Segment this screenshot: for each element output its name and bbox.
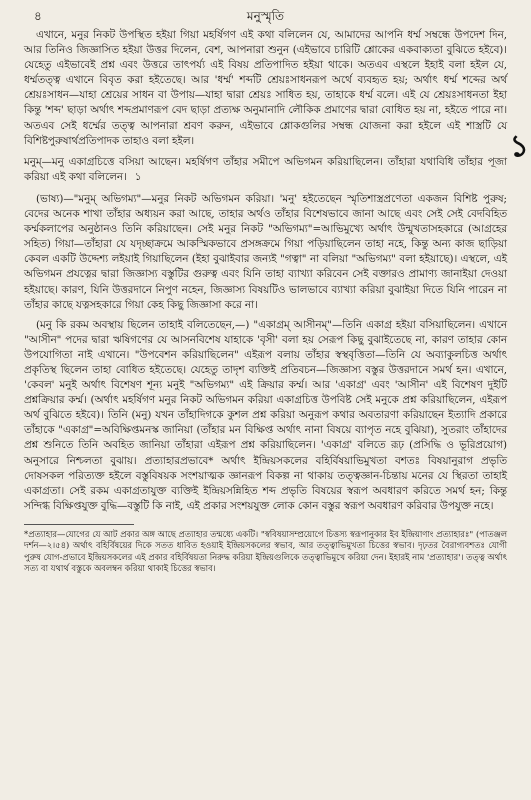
verse-number: ১	[134, 170, 142, 183]
footnote-divider	[24, 524, 134, 525]
verse-text: মনুম্—মনু একাগ্রচিত্তে বসিয়া আছেন। মহর্ষিগণ তাঁহার সমীপে অভিগমন করিয়াছিলেন। তাঁহারা যথাবিধি তাঁহার পূজা করিয়া এই কথা বলিলেন।	[24, 155, 507, 183]
margin-marker: ১	[509, 129, 529, 164]
paragraph-commentary-2: (মনু কি রকম অবস্থায় ছিলেন তাহাই বলিতেছেন,—) "একাগ্রম্ আসীনম্"—তিনি একাগ্র হইয়া বসিয়াছিলেন। এখানে "আসীন" পদের দ্বারা ঋষিগণের যে আসনবিশেষ যাহাকে 'বৃসী' বলা হয় সেরূপ কিছু বুঝাইতেছে না, কারণ তাহার কোন উপযোগিতা নাই এখানে। "উপবেশন করিয়াছিলেন" এইরূপ বলায় তাঁহার স্বস্থবৃত্তিতা—তিনি যে অব্যাকুলচিত্ত অর্থাৎ প্রকৃতিস্থ ছিলেন তাহা বোধিত হইতেছে। যেহেতু তাদৃশ ব্যক্তিই প্রতিবচন—জিজ্ঞাস্য বস্তুর উত্তরদানে সমর্থ হন। এখানে, 'কেবল' মনুই অর্থাৎ বিশেষণ শূন্য মনুই "অভিগম্য" এই ক্রিয়ার কর্ম্ম। আর 'একাগ্র' এবং 'আসীন' এই বিশেষণ দুইটি প্রশ্নক্রিয়ার কর্ম্ম। (অর্থাৎ মহর্ষিগণ মনুর নিকট অভিগমন করিয়া একাগ্রচিত্ত উপবিষ্ট সেই মনুকে প্রশ্ন করিয়াছিলেন, এইরূপ অর্থ বুঝিতে হইবে)। তিনি (মনু) যখন তাঁহাদিগকে কুশল প্রশ্ন করিয়া অনুরূপ কথার অবতারণা করিয়াছেন ইত্যাদি প্রকারে তাঁহাকে "একাগ্র"=অবিক্ষিপ্তমনস্ক জানিয়া (তাঁহার মন বিক্ষিপ্ত অর্থাৎ নানা বিষয়ে ব্যাপৃত নহে বুঝিয়া), সুতরাং তাঁহাদের প্রশ্ন শুনিতে তিনি অবহিত জানিয়া তাঁহারা এইরূপ প্রশ্ন করিয়াছিলেন। 'একাগ্র' বলিতে রূঢ় (প্রসিদ্ধি ও ভূরিপ্রয়োগ) অনুসারে নিশ্চলতা বুঝায়। প্রত্যাহারপ্রভাবে* অর্থাৎ ইন্দ্রিয়সকলের বহির্বিষয়াভিমুখতা বশতঃ বিষয়ানুরাগ প্রভৃতি দোষসকল পরিত্যক্ত হইলে বস্তুবিষয়ক সংশয়াত্মক জ্ঞানরূপ বিকল্প না থাকায় তত্ত্বজ্ঞান-চিন্তায় মনের যে স্থিরতা তাহাই একাগ্রতা। সেই রকম একাগ্রতাযুক্ত ব্যক্তিই ইন্দ্রিয়সন্নিহিত শব্দ প্রভৃতি বিষয়ের স্বরূপ অবধারণ করিতে সমর্থ হন; কিন্তু সন্দিগ্ধ বিক্ষিপ্তযুক্ত বুদ্ধি—বস্তুটি কি নাই, এই প্রকার সংশয়যুক্ত লোক কোন বস্তুর স্বরূপ অবধারণ করিবার উপযুক্ত নহে।	[24, 318, 507, 512]
paragraph-intro: এখানে, মনুর নিকট উপস্থিত হইয়া গিয়া মহর্ষিগণ এই কথা বলিলেন যে, আমাদের আপনি ধর্ম্ম সম্বন্ধে উপদেশ দিন, আর তিনিও জিজ্ঞাসিত হইয়া উত্তর দিলেন, বেশ, আপনারা শুনুন (এইভাবে চারিটি শ্লোকের একবাক্যতা বুঝিতে হইবে)। যেহেতু এইভাবেই প্রশ্ন এবং উত্তরে তাৎপর্য্য এই বিষয় প্রতিপাদিত হইয়া থাকে। অতএব এস্থলে ইহাই বলা হইল যে, ধর্ম্মতত্ত্ব এখানে বিবৃত করা হইতেছে। আর 'ধর্ম্ম' শব্দটি শ্রেয়ঃসাধনরূপ অর্থে ব্যবহৃত হয়; অর্থাৎ ধর্ম্ম শব্দের অর্থ শ্রেয়ঃসাধন—যাহা শ্রেয়ের সাধন বা উপায়—যাহা দ্বারা শ্রেয়ঃ সাধিত হয়, তাহাকে ধর্ম্ম বলে। এই যে শ্রেয়ঃসাধনতা ইহা কিন্তু 'শব্দ' ছাড়া অর্থাৎ শব্দপ্রমাণরূপ বেদ ছাড়া প্রত্যক্ষ অনুমানাদি লৌকিক প্রমাণের দ্বারা বোধিত হয় না, হইতে পারে না। অতএব সেই ধর্ম্মের তত্ত্ব আপনারা শ্রবণ করুন, এইভাবে শ্লোকগুলির সম্বন্ধ যোজনা করা হইলে এই শাস্ত্রটি যে বিশিষ্টপুরুষার্থপ্রতিপাদক তাহাও বলা হইল।	[24, 29, 507, 147]
page-header	[24, 6, 507, 28]
running-title: মনুস্মৃতি	[246, 9, 285, 23]
footnote: *প্রত্যাহার—যোগের যে আট প্রকার অঙ্গ আছে প্রত্যাহার তন্মধ্যে একটি। "স্ববিষয়াসম্প্রয়োগে চিত্তস্য স্বরূপানুকার ইব ইন্দ্রিয়াণাং প্রত্যাহারঃ" (পাতঞ্জল দর্শন—২।৫৪) অর্থাৎ বহির্বিষয়ের দিকে সতত ধাবিত হওয়াই ইন্দ্রিয়সকলের স্বভাব, আর তত্ত্বাভিমুখতা চিত্তের স্বভাব। দৃঢ়তর বৈরাগ্যবশতঃ যোগী পুরুষ যোগ-প্রভাবে ইন্দ্রিয়সকলের এই প্রকার বহির্বিষয়তা নিরুদ্ধ করিয়া ইন্দ্রিয়গুলিকে তত্ত্বাভিমুখে করিয়া দেন। ইহারই নাম 'প্রত্যাহার'। তত্ত্ব অর্থাৎ সত্য বা যথার্থ বস্তুকে অবলম্বন করিয়া থাকাই চিত্তের স্বভাব।	[24, 528, 507, 574]
verse-translation	[24, 155, 507, 185]
page-number: ৪	[34, 9, 42, 23]
paragraph-commentary-1: (ভাষ্য)—"মনুম্ অভিগম্য"—মনুর নিকট অভিগমন করিয়া। 'মনু' হইতেছেন স্মৃতিশাস্ত্রপ্রণেতা একজন বিশিষ্ট পুরুষ; বেদের অনেক শাখা তাঁহার অধ্যয়ন করা আছে, তাহার অর্থও তাঁহার বিশেষভাবে জানা আছে এবং সেই সেই বেদবিহিত কর্ম্মকলাপের অনুষ্ঠানও তিনি করিয়াছেন। সেই মনুর নিকট "অভিগম্য"=আভিমুখ্যে অর্থাৎ উন্মুখতাসহকারে (আগ্রহের সহিত) গিয়া—তাঁহারা যে যদৃচ্ছাক্রমে আকস্মিকভাবে প্রসঙ্গক্রমে গিয়া পড়িয়াছিলেন তাহা নহে, কিন্তু অন্য কাজ ছাড়িয়া কেবল একটি উদ্দেশ্য লইয়াই গিয়াছিলেন (ইহা বুঝাইবার জন্যই "গত্বা" না বলিয়া "অভিগম্য" বলা হইয়াছে)। এস্থলে, এই অভিগমন প্রযত্নের দ্বারা জিজ্ঞাস্য বস্তুটির গুরুত্ব এবং যিনি তাহা ব্যাখ্যা করিবেন সেই বক্তারও প্রামাণ্য জানাইয়া দেওয়া হইয়াছে। কারণ, যিনি উত্তরদানে নিপুণ নহেন, জিজ্ঞাস্য বিষয়টিও ভালভাবে ব্যাখ্যা করিয়া বুঝাইয়া দিতে যিনি পারেন না তাঁহার কাছে যত্নসহকারে গিয়া কেহ কিছু জিজ্ঞাসা করে না।	[24, 192, 507, 311]
